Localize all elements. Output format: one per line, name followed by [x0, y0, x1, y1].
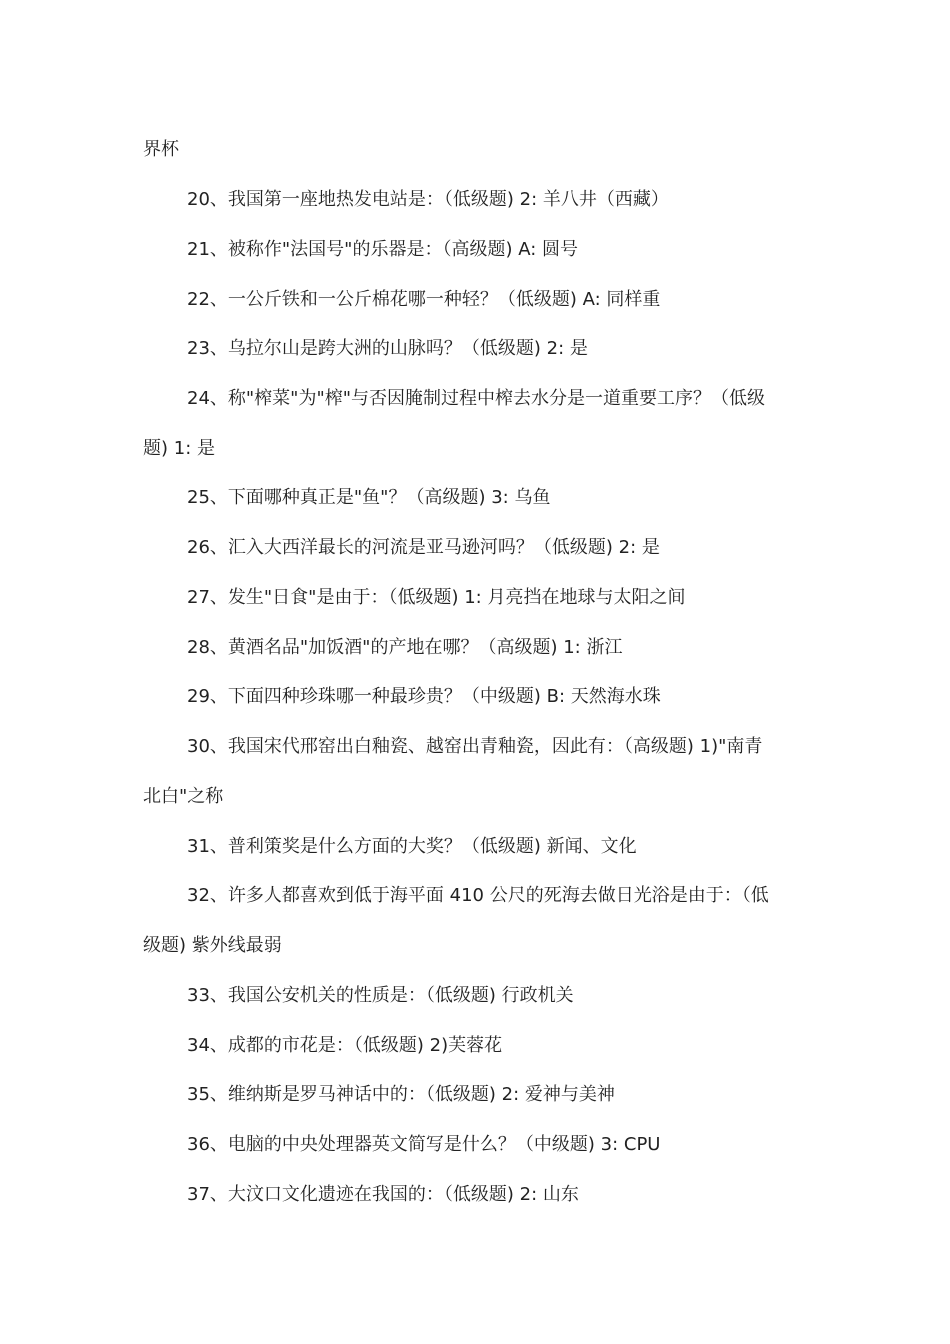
question-26: 26、汇入大西洋最长的河流是亚马逊河吗？（低级题) 2: 是 [187, 537, 660, 558]
question-27: 27、发生"日食"是由于：（低级题) 1: 月亮挡在地球与太阳之间 [187, 587, 686, 608]
question-33: 33、我国公安机关的性质是：（低级题) 行政机关 [187, 985, 574, 1006]
question-24-continuation: 题) 1: 是 [143, 438, 215, 459]
question-29: 29、下面四种珍珠哪一种最珍贵？（中级题) B: 天然海水珠 [187, 686, 661, 707]
question-31: 31、普利策奖是什么方面的大奖？（低级题) 新闻、文化 [187, 836, 637, 857]
question-25: 25、下面哪种真正是"鱼"？（高级题) 3: 乌鱼 [187, 487, 551, 508]
question-21: 21、被称作"法国号"的乐器是：（高级题) A: 圆号 [187, 239, 578, 260]
question-22: 22、一公斤铁和一公斤棉花哪一种轻？（低级题) A: 同样重 [187, 289, 661, 310]
question-30-continuation: 北白"之称 [143, 786, 224, 807]
question-24: 24、称"榨菜"为"榨"与否因腌制过程中榨去水分是一道重要工序？（低级 [187, 388, 766, 409]
question-23: 23、乌拉尔山是跨大洲的山脉吗？（低级题) 2: 是 [187, 338, 588, 359]
question-20: 20、我国第一座地热发电站是：（低级题) 2: 羊八井（西藏） [187, 189, 669, 210]
continuation-line: 界杯 [143, 139, 179, 160]
question-32: 32、许多人都喜欢到低于海平面 410 公尺的死海去做日光浴是由于：（低 [187, 885, 769, 906]
question-32-continuation: 级题) 紫外线最弱 [143, 935, 282, 956]
question-30: 30、我国宋代邢窑出白釉瓷、越窑出青釉瓷，因此有：（高级题) 1)"南青 [187, 736, 763, 757]
question-37: 37、大汶口文化遗迹在我国的：（低级题) 2: 山东 [187, 1184, 579, 1205]
question-34: 34、成都的市花是：（低级题) 2)芙蓉花 [187, 1035, 503, 1056]
question-35: 35、维纳斯是罗马神话中的：（低级题) 2: 爱神与美神 [187, 1084, 615, 1105]
question-36: 36、电脑的中央处理器英文简写是什么？（中级题) 3: CPU [187, 1134, 661, 1155]
question-28: 28、黄酒名品"加饭酒"的产地在哪？（高级题) 1: 浙江 [187, 637, 623, 658]
